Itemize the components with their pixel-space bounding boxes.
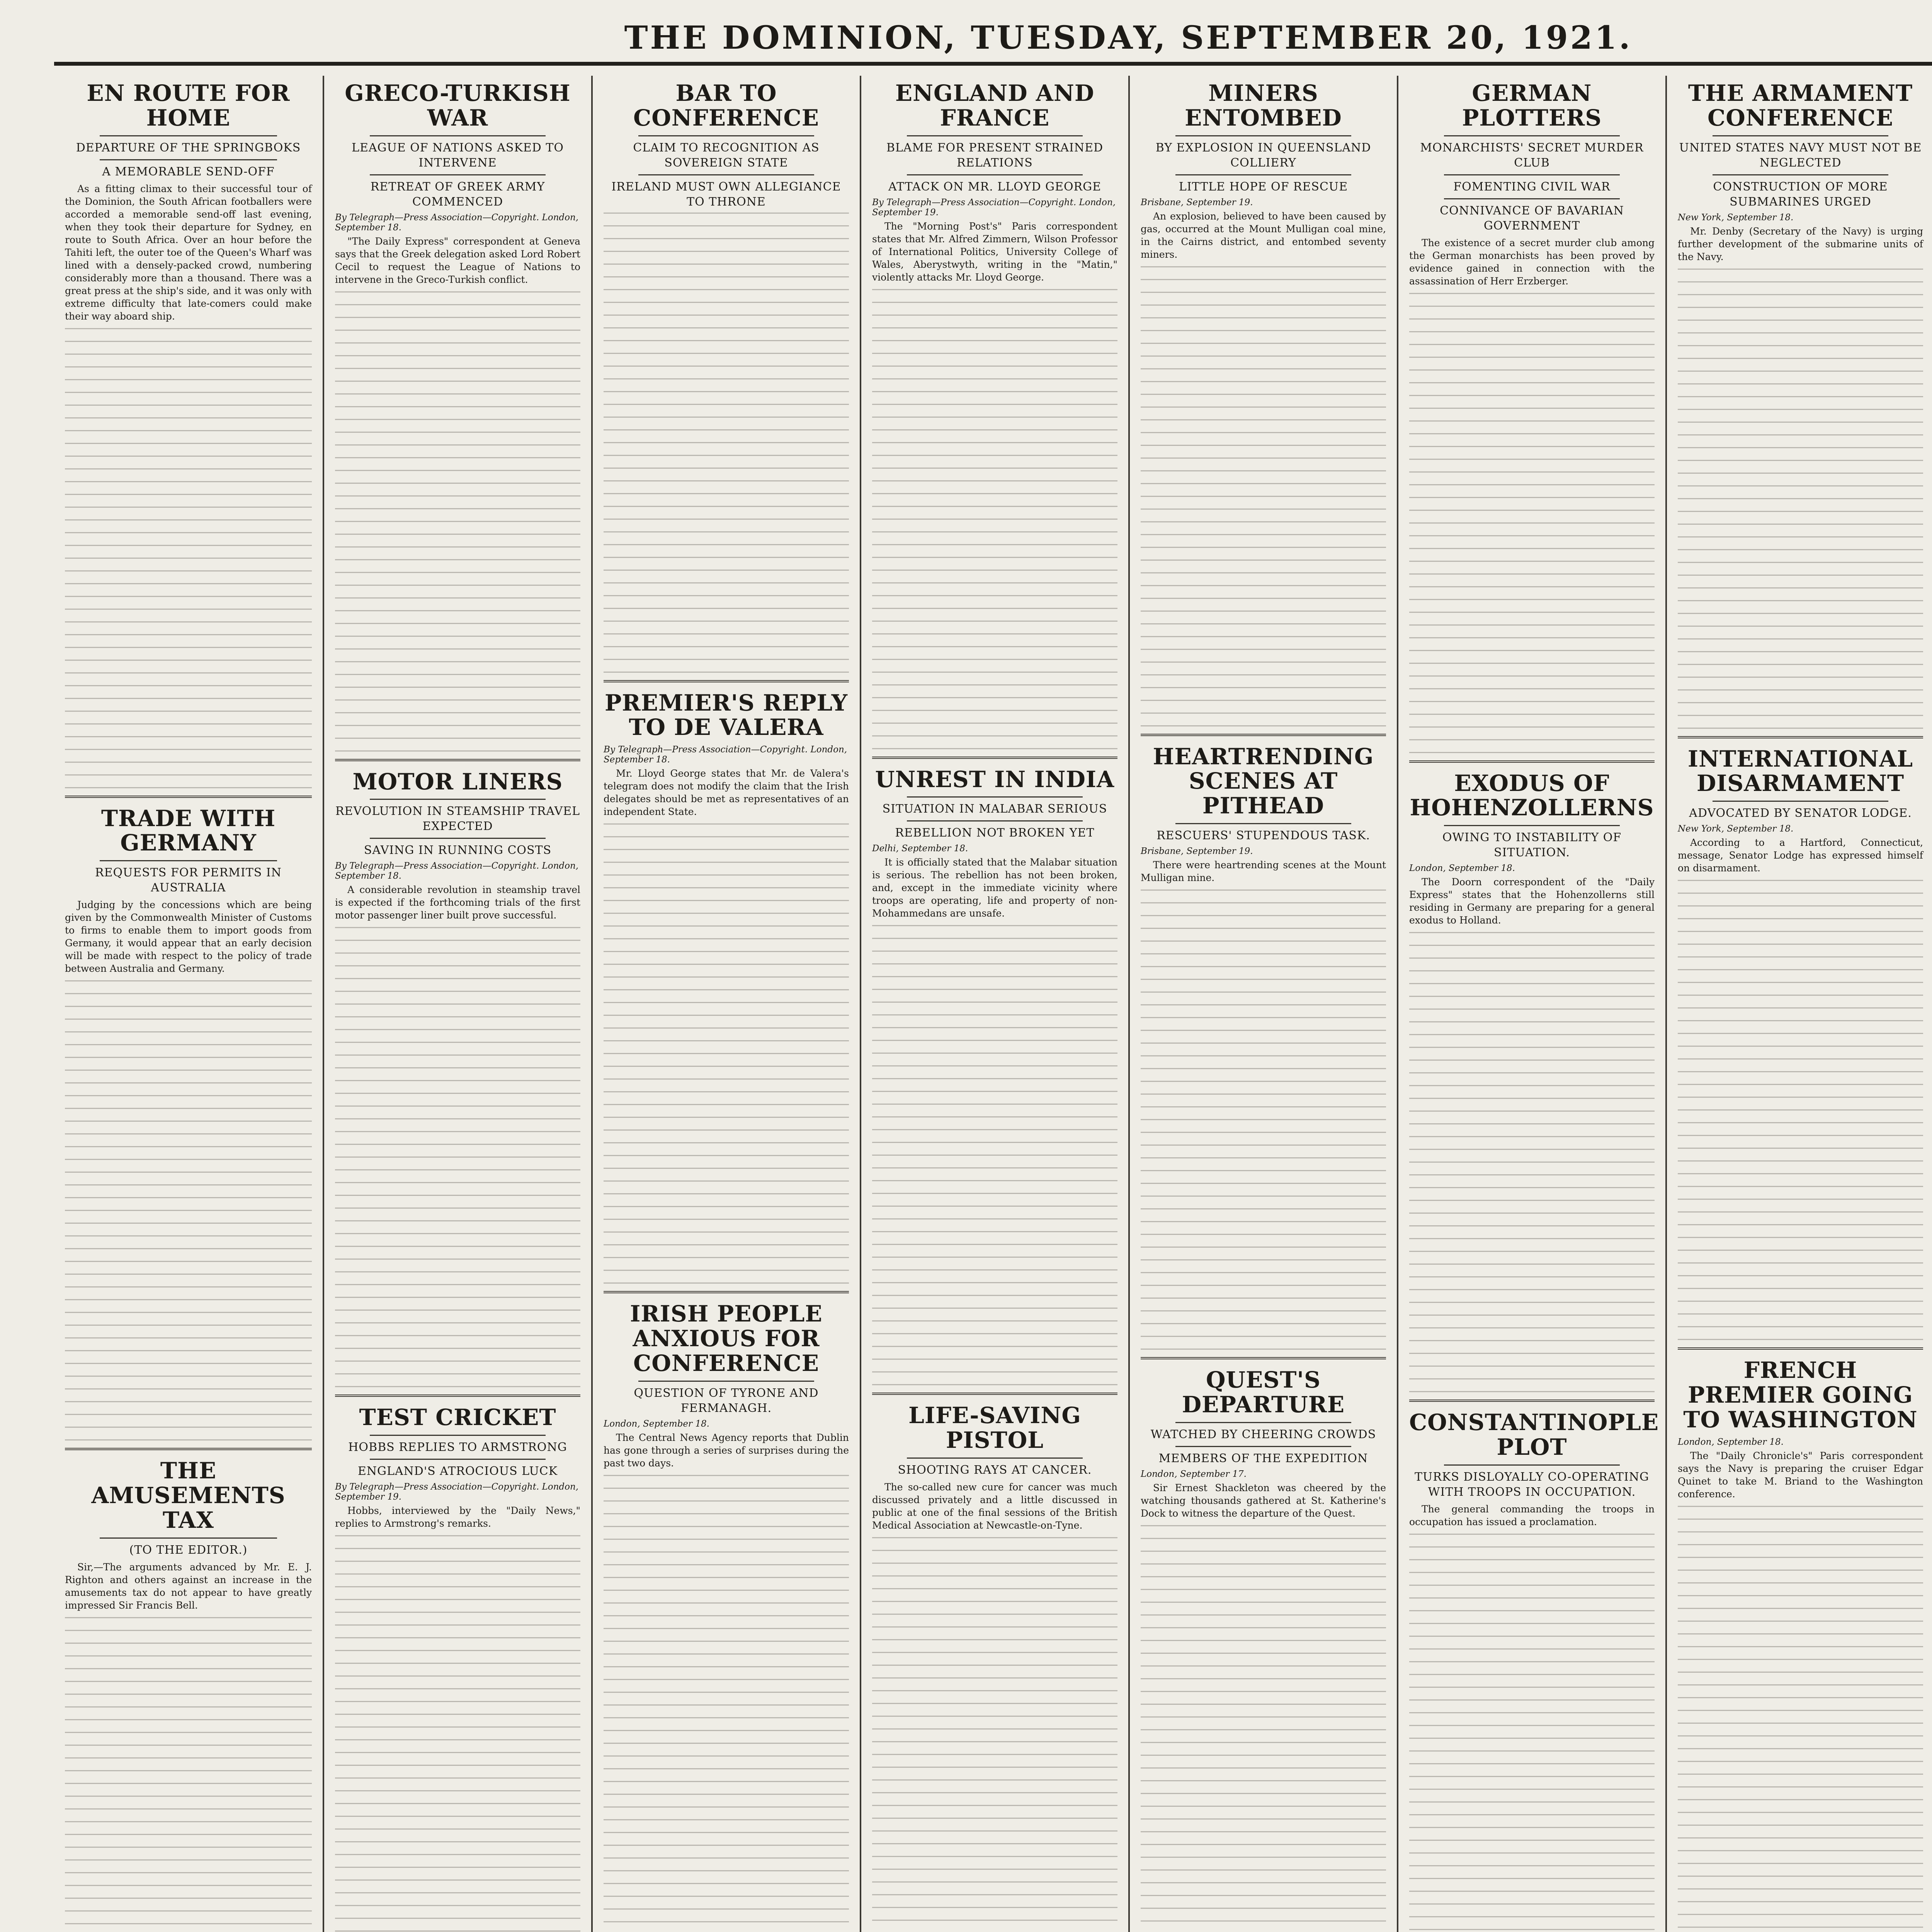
article-divider — [335, 759, 580, 761]
article-dateline: London, September 18. — [1678, 1437, 1784, 1447]
article — [1678, 1358, 1923, 1932]
article-body: Sir,—The arguments advanced by Mr. E. J. Righton and others against an increase in the amusements tax do not appear to have greatly impressed Sir Francis Bell. — [65, 1561, 312, 1611]
divider — [1713, 801, 1888, 802]
article-headline: THE ARMAMENT CONFERENCE — [1688, 80, 1913, 131]
body-text-lines — [604, 1475, 849, 1932]
body-text-lines — [1409, 932, 1655, 1396]
divider — [1175, 1446, 1351, 1447]
article-dateline: London, September 18. — [604, 1418, 709, 1429]
article — [872, 767, 1117, 1395]
column-6 — [1397, 76, 1665, 1932]
divider — [100, 860, 277, 861]
article-divider — [1409, 760, 1655, 763]
article-body: According to a Hartford, Connecticut, message, Senator Lodge has expressed himself on disarmament. — [1678, 837, 1923, 874]
body-text-lines — [604, 213, 849, 676]
article-divider — [1141, 734, 1386, 736]
article-subhead: REQUESTS FOR PERMITS IN AUSTRALIA — [95, 866, 282, 895]
divider — [1444, 174, 1620, 175]
divider — [907, 820, 1083, 821]
article-body: An explosion, believed to have been caused by gas, occurred at the Mount Mulligan coal mine, in the Cairns district, and entombed seventy miners. — [1141, 210, 1386, 260]
article-subhead: MEMBERS OF THE EXPEDITION — [1158, 1451, 1368, 1465]
article-subhead: CONSTRUCTION OF MORE SUBMARINES URGED — [1713, 180, 1888, 209]
divider — [907, 1458, 1083, 1459]
article-dateline: New York, September 18. — [1678, 824, 1794, 834]
divider — [1175, 1422, 1351, 1423]
article-subhead: REVOLUTION IN STEAMSHIP TRAVEL EXPECTED — [335, 804, 580, 833]
article-divider — [65, 1448, 312, 1450]
body-text-lines — [1409, 1534, 1655, 1932]
article-subhead: ADVOCATED BY SENATOR LODGE. — [1689, 806, 1912, 820]
article — [872, 81, 1117, 759]
article-subhead: SAVING IN RUNNING COSTS — [364, 844, 552, 857]
divider — [638, 135, 814, 136]
divider — [907, 135, 1083, 136]
article-dateline: By Telegraph—Press Association—Copyright. London, September 19. — [335, 1482, 579, 1502]
divider — [1713, 135, 1888, 136]
article-body: The "Daily Chronicle's" Paris correspondent says the Navy is preparing the cruiser Edgar Quinet to take M. Briand to the Washington conference. — [1678, 1450, 1923, 1500]
body-text-lines — [1678, 880, 1923, 1344]
article-subhead: BY EXPLOSION IN QUEENSLAND COLLIERY — [1155, 141, 1371, 170]
divider — [100, 1537, 277, 1539]
article-subhead: RETREAT OF GREEK ARMY COMMENCED — [370, 180, 545, 209]
article-divider — [604, 1291, 849, 1293]
article-body: Sir Ernest Shackleton was cheered by the watching thousands gathered at St. Katherine's Dock to witness the departure of the Quest. — [1141, 1482, 1386, 1519]
article-headline: INTERNATIONAL DISARMAMENT — [1687, 745, 1913, 797]
article — [1409, 1409, 1659, 1932]
article-dateline: London, September 18. — [1409, 863, 1515, 874]
divider — [1444, 135, 1620, 136]
article-divider — [335, 1395, 580, 1397]
article-dateline: By Telegraph—Press Association—Copyright. London, September 18. — [604, 745, 847, 765]
article-headline: MINERS ENTOMBED — [1185, 80, 1342, 131]
article-body: The "Morning Post's" Paris correspondent states that Mr. Alfred Zimmern, Wilson Professor of International Politics, University College of Wales, Aberystwyth, writing in the "Matin," violently attacks Mr. Lloyd George. — [872, 220, 1117, 283]
article — [1141, 81, 1386, 736]
article-headline: ENGLAND AND FRANCE — [895, 80, 1095, 131]
article-headline: FRENCH PREMIER GOING TO WASHINGTON — [1683, 1357, 1918, 1433]
article — [65, 806, 312, 1451]
divider — [1713, 174, 1888, 175]
article-divider — [1678, 1347, 1923, 1350]
article-headline: BAR TO CONFERENCE — [633, 80, 819, 131]
article-divider — [1141, 1357, 1386, 1359]
article-divider — [872, 757, 1117, 759]
divider — [1444, 825, 1620, 826]
column-4 — [860, 76, 1128, 1932]
article-divider — [1409, 1400, 1655, 1402]
article-body: Mr. Denby (Secretary of the Navy) is urging further development of the submarine units of the Navy. — [1678, 225, 1923, 262]
column-2 — [323, 76, 591, 1932]
article-headline: TRADE WITH GERMANY — [101, 805, 276, 856]
article-body: There were heartrending scenes at the Mount Mulligan mine. — [1141, 859, 1386, 883]
article-body: The so-called new cure for cancer was much discussed privately and a little discussed in public at one of the final sessions of the British Medical Association at Newcastle-on-Tyne. — [872, 1481, 1117, 1531]
masthead-title: THE DOMINION, TUESDAY, SEPTEMBER 20, 1921. — [624, 19, 1633, 56]
article-body: As a fitting climax to their successful tour of the Dominion, the South African footballers were accorded a memorable send-off last evening, when they took their departure for Sydney, en route to South Africa. Over an hour before the Tahiti left, the outer toe of the Queen's Wharf was lined with a densely-packed crowd, numbering considerably more than a thousand. There was a great press at the ship's side, and it was only with extreme difficulty that late-comers could make their way aboard ship. — [65, 183, 312, 322]
article-divider — [1678, 736, 1923, 738]
body-text-lines — [65, 980, 312, 1444]
article-dateline: By Telegraph—Press Association—Copyright. London, September 18. — [335, 861, 579, 881]
body-text-lines — [1141, 1525, 1386, 1932]
article-subhead: UNITED STATES NAVY MUST NOT BE NEGLECTED — [1679, 141, 1922, 170]
article-divider — [604, 680, 849, 682]
article-headline: IRISH PEOPLE ANXIOUS FOR CONFERENCE — [630, 1301, 823, 1376]
body-text-lines — [335, 1535, 580, 1932]
body-text-lines — [872, 925, 1117, 1389]
divider — [638, 1381, 814, 1382]
divider — [1444, 198, 1620, 199]
article-subhead: LEAGUE OF NATIONS ASKED TO INTERVENE — [352, 141, 564, 170]
article-body: The general commanding the troops in occupation has issued a proclamation. — [1409, 1503, 1655, 1527]
divider — [1175, 174, 1351, 175]
article-body: Mr. Lloyd George states that Mr. de Valera's telegram does not modify the claim that the Irish delegates should be met as representatives of an independent State. — [604, 768, 849, 818]
divider — [638, 174, 814, 175]
divider — [370, 1435, 546, 1436]
article-dateline: Brisbane, September 19. — [1141, 846, 1253, 856]
article-subhead: CLAIM TO RECOGNITION AS SOVEREIGN STATE — [633, 141, 820, 170]
article-body: The Central News Agency reports that Dublin has gone through a series of surprises during the past two days. — [604, 1432, 849, 1469]
article-subhead: ATTACK ON MR. LLOYD GEORGE — [888, 180, 1102, 194]
column-5 — [1128, 76, 1397, 1932]
article-body: A considerable revolution in steamship travel is expected if the forthcoming trials of the first motor passenger liner built prove successful. — [335, 884, 580, 921]
article-subhead: TURKS DISLOYALLY CO-OPERATING WITH TROOPS IN OCCUPATION. — [1415, 1470, 1649, 1499]
article-body: The existence of a secret murder club among the German monarchists has been proved by evidence gained in connection with the assassination of Herr Erzberger. — [1409, 237, 1655, 287]
article — [335, 1405, 580, 1932]
body-text-lines — [604, 823, 849, 1287]
column-3 — [591, 76, 860, 1932]
divider — [370, 174, 546, 175]
article — [65, 1459, 312, 1932]
article-subhead: FOMENTING CIVIL WAR — [1453, 180, 1611, 194]
article-headline: PREMIER'S REPLY TO DE VALERA — [604, 689, 848, 741]
article — [604, 1302, 849, 1932]
body-text-lines — [65, 328, 312, 792]
divider — [370, 135, 546, 136]
article-subhead: IRELAND MUST OWN ALLEGIANCE TO THRONE — [611, 180, 841, 209]
article-subhead: HOBBS REPLIES TO ARMSTRONG — [348, 1440, 567, 1454]
article-headline: EN ROUTE FOR HOME — [87, 80, 290, 131]
divider — [1444, 1464, 1620, 1466]
divider — [907, 796, 1083, 798]
article-headline: HEARTRENDING SCENES AT PITHEAD — [1153, 743, 1374, 819]
body-text-lines — [872, 1537, 1117, 1932]
body-text-lines — [65, 1617, 312, 1932]
article-subhead: OWING TO INSTABILITY OF SITUATION. — [1442, 831, 1622, 860]
article-headline: CONSTANTINOPLE PLOT — [1409, 1409, 1659, 1460]
article-subhead: BLAME FOR PRESENT STRAINED RELATIONS — [886, 141, 1104, 170]
article — [65, 81, 312, 798]
article — [1141, 1368, 1386, 1932]
column-1 — [54, 76, 323, 1932]
divider — [100, 135, 277, 136]
article-dateline: By Telegraph—Press Association—Copyright. London, September 18. — [335, 212, 579, 233]
divider — [100, 159, 277, 160]
article-subhead: ENGLAND'S ATROCIOUS LUCK — [357, 1464, 558, 1478]
body-text-lines — [1409, 293, 1655, 757]
article-subhead: SHOOTING RAYS AT CANCER. — [898, 1463, 1092, 1477]
body-text-lines — [335, 927, 580, 1391]
divider — [1175, 135, 1351, 136]
article-headline: UNREST IN INDIA — [875, 766, 1115, 793]
masthead — [54, 15, 1932, 66]
article-body: "The Daily Express" correspondent at Geneva says that the Greek delegation asked Lord Robert Cecil to request the League of Nations to intervene in the Greco-Turkish conflict. — [335, 235, 580, 285]
article-subhead: RESCUERS' STUPENDOUS TASK. — [1156, 828, 1370, 842]
article — [604, 81, 849, 682]
article-subhead: QUESTION OF TYRONE AND FERMANAGH. — [634, 1386, 819, 1415]
article — [1409, 771, 1655, 1402]
article — [335, 770, 580, 1397]
article-headline: MOTOR LINERS — [352, 768, 563, 795]
article-dateline: New York, September 18. — [1678, 212, 1794, 223]
body-text-lines — [1141, 266, 1386, 730]
article-headline: QUEST'S DEPARTURE — [1182, 1366, 1345, 1418]
article-subhead: MONARCHISTS' SECRET MURDER CLUB — [1420, 141, 1644, 170]
article-body: It is officially stated that the Malabar situation is serious. The rebellion has not been broken, and, except in the immediate vicinity where troops are operating, life and property of non-Mohammedans are unsafe. — [872, 857, 1117, 919]
article-dateline: Brisbane, September 19. — [1141, 197, 1253, 207]
article-dateline: Delhi, September 18. — [872, 844, 968, 854]
article — [604, 691, 849, 1294]
body-text-lines — [872, 289, 1117, 753]
article-body: Hobbs, interviewed by the "Daily News," replies to Armstrong's remarks. — [335, 1505, 580, 1529]
article-subhead: A MEMORABLE SEND-OFF — [102, 165, 275, 179]
body-text-lines — [1141, 889, 1386, 1353]
body-text-lines — [335, 291, 580, 755]
article-subhead: CONNIVANCE OF BAVARIAN GOVERNMENT — [1440, 204, 1624, 233]
article-headline: GRECO-TURKISH WAR — [345, 80, 571, 131]
article — [1409, 81, 1655, 763]
article-subhead: REBELLION NOT BROKEN YET — [895, 826, 1095, 840]
article-subhead: DEPARTURE OF THE SPRINGBOKS — [76, 141, 301, 155]
article-headline: GERMAN PLOTTERS — [1462, 80, 1602, 131]
article-divider — [65, 796, 312, 798]
article — [1678, 747, 1923, 1350]
body-text-lines — [1678, 1506, 1923, 1932]
article-body: The Doorn correspondent of the "Daily Express" states that the Hohenzollerns still residing in Germany are preparing for a general exodus to Holland. — [1409, 876, 1655, 926]
article — [872, 1403, 1117, 1932]
divider — [1175, 823, 1351, 824]
divider — [370, 799, 546, 800]
article — [1678, 81, 1923, 738]
article-headline: EXODUS OF HOHENZOLLERNS — [1410, 770, 1654, 821]
article — [1141, 745, 1386, 1359]
article-headline: LIFE-SAVING PISTOL — [908, 1402, 1081, 1454]
divider — [370, 838, 546, 839]
divider — [907, 174, 1083, 175]
article — [335, 81, 580, 761]
article-subhead: (TO THE EDITOR.) — [129, 1543, 248, 1557]
column-7 — [1665, 76, 1932, 1932]
article-subhead: SITUATION IN MALABAR SERIOUS — [882, 802, 1107, 816]
article-divider — [872, 1393, 1117, 1395]
article-headline: TEST CRICKET — [359, 1404, 556, 1431]
body-text-lines — [1678, 269, 1923, 732]
article-subhead: LITTLE HOPE OF RESCUE — [1179, 180, 1348, 194]
article-subhead: WATCHED BY CHEERING CROWDS — [1150, 1427, 1376, 1441]
article-dateline: By Telegraph—Press Association—Copyright. London, September 19. — [872, 197, 1116, 218]
article-body: Judging by the concessions which are being given by the Commonwealth Minister of Customs to firms to enable them to import goods from Germany, it would appear that an early decision will be made with respect to the policy of trade between Australia and Germany. — [65, 899, 312, 975]
article-headline: THE AMUSEMENTS TAX — [91, 1458, 286, 1533]
divider — [370, 1459, 546, 1460]
article-dateline: London, September 17. — [1141, 1469, 1247, 1479]
